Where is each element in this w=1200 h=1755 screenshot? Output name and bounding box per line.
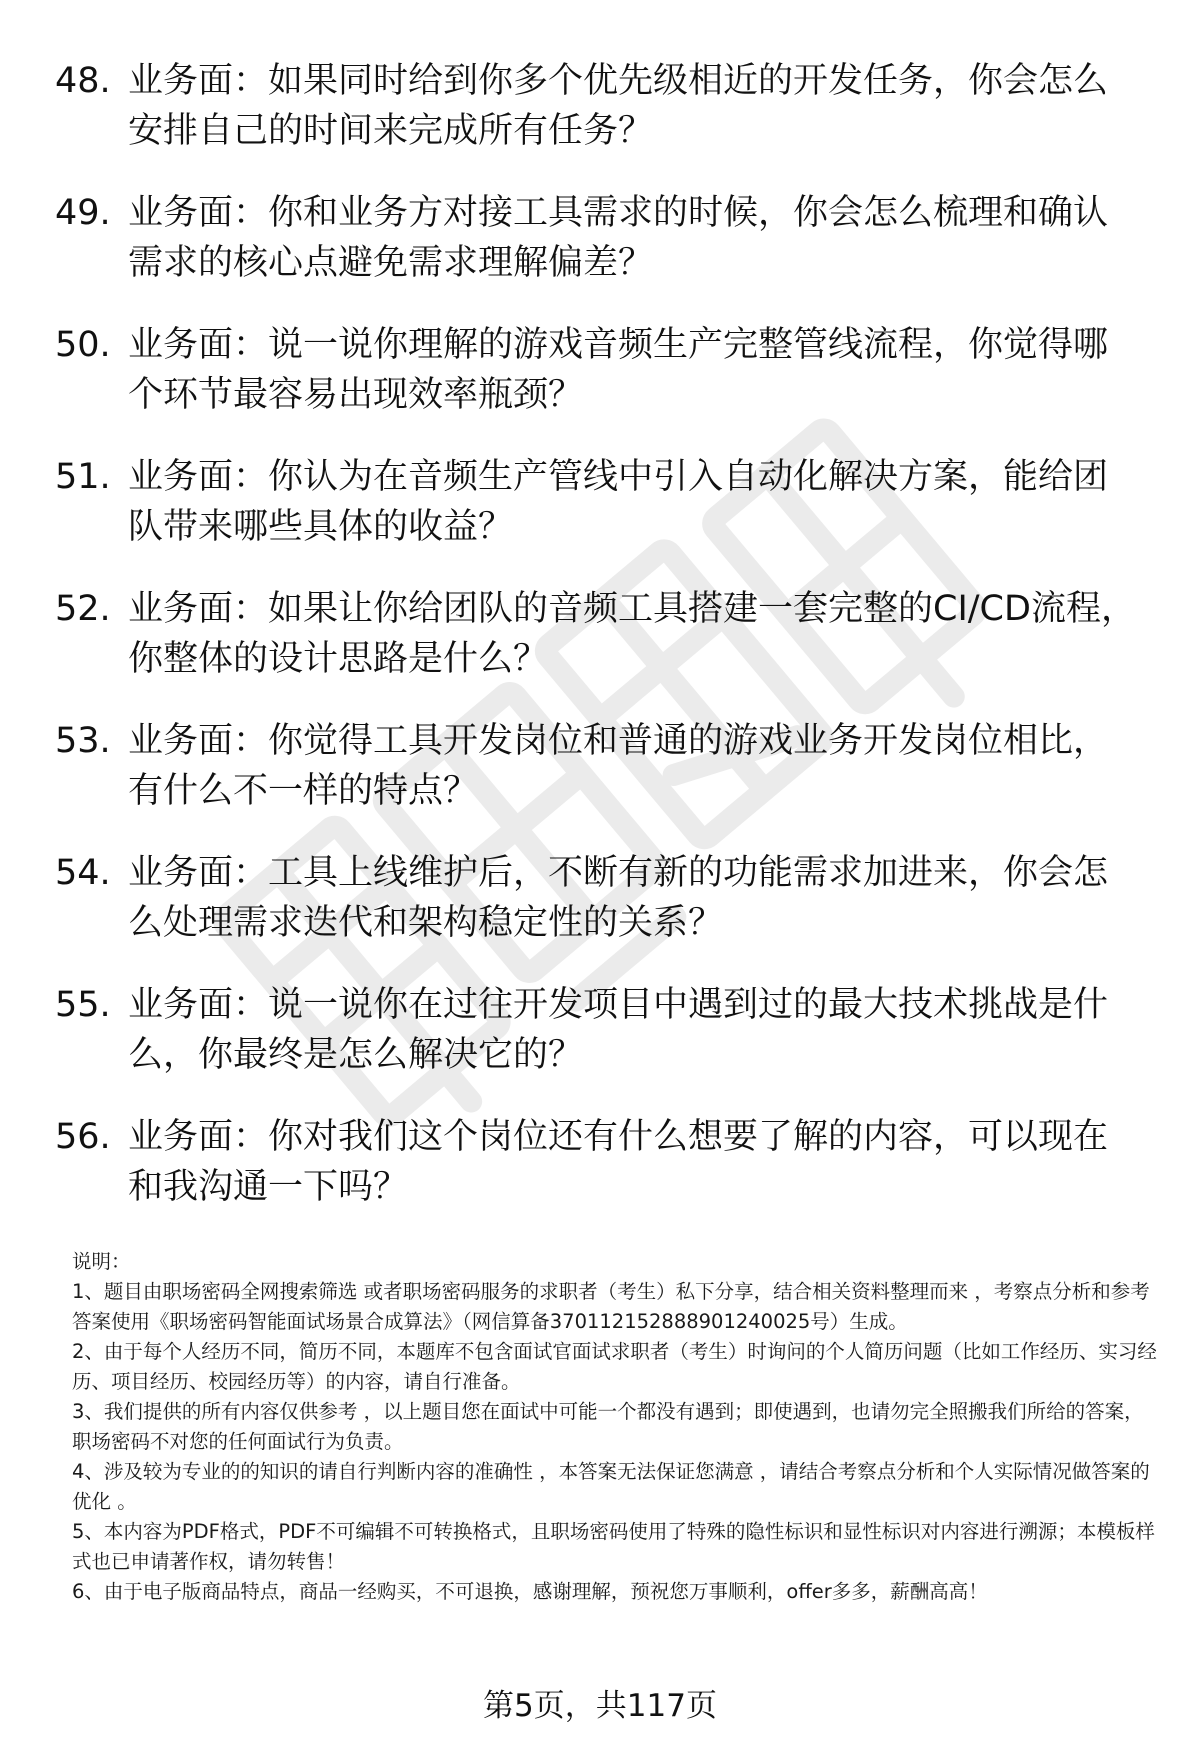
note-item: 2、由于每个人经历不同，简历不同，本题库不包含面试官面试求职者（考生）时询问的个人简历问题（比如工作经历、实习经历、项目经历、校园经历等）的内容，请自行准备。 [72,1340,1157,1393]
question-list [0,56,1200,1244]
question-text: 业务面：如果同时给到你多个优先级相近的开发任务，你会怎么安排自己的时间来完成所有任务？ [128,61,1109,151]
question-text: 业务面：你觉得工具开发岗位和普通的游戏业务开发岗位相比，有什么不一样的特点？ [128,721,1109,811]
note-item: 4、涉及较为专业的的知识的请自行判断内容的准确性 ，本答案无法保证您满意 ，请结合考察点分析和个人实际情况做答案的优化 。 [72,1460,1150,1513]
question-item [0,716,1200,848]
note-item: 5、本内容为PDF格式，PDF不可编辑不可转换格式，且职场密码使用了特殊的隐性标识和显性标识对内容进行溯源；本模板样式也已申请著作权，请勿转售！ [72,1520,1155,1573]
question-text: 业务面：如果让你给团队的音频工具搭建一套完整的CI/CD流程，你整体的设计思路是什么？ [128,589,1136,679]
question-text: 业务面：说一说你在过往开发项目中遇到过的最大技术挑战是什么，你最终是怎么解决它的？ [128,985,1109,1075]
note-item: 6、由于电子版商品特点，商品一经购买，不可退换，感谢理解，预祝您万事顺利，offer多多，薪酬高高！ [72,1580,988,1603]
question-number: 53. [55,721,111,761]
question-item [0,452,1200,584]
note-item: 3、我们提供的所有内容仅供参考 ，以上题目您在面试中可能一个都没有遇到；即使遇到，也请勿完全照搬我们所给的答案，职场密码不对您的任何面试行为负责。 [72,1400,1144,1453]
question-text: 业务面：说一说你理解的游戏音频生产完整管线流程，你觉得哪个环节最容易出现效率瓶颈？ [128,325,1109,415]
question-number: 54. [55,853,111,893]
question-text: 业务面：你认为在音频生产管线中引入自动化解决方案，能给团队带来哪些具体的收益？ [128,457,1109,547]
notes-section [72,1247,1162,1607]
question-item [0,188,1200,320]
question-text: 业务面：你对我们这个岗位还有什么想要了解的内容，可以现在和我沟通一下吗？ [128,1117,1109,1207]
question-item [0,980,1200,1112]
note-item: 1、题目由职场密码全网搜索筛选 或者职场密码服务的求职者（考生）私下分享，结合相关资料整理而来 ，考察点分析和参考答案使用《职场密码智能面试场景合成算法》（网信算备370112152888901240025号）生成。 [72,1280,1150,1333]
notes-heading: 说明： [72,1250,131,1273]
question-number: 55. [55,985,111,1025]
page-number: 第5页，共117页 [483,1688,717,1724]
question-item [0,1112,1200,1244]
question-text: 业务面：工具上线维护后，不断有新的功能需求加进来，你会怎么处理需求迭代和架构稳定性的关系？ [128,853,1109,943]
question-number: 49. [55,193,111,233]
question-number: 50. [55,325,111,365]
question-number: 51. [55,457,111,497]
question-item [0,584,1200,716]
question-item [0,320,1200,452]
question-text: 业务面：你和业务方对接工具需求的时候，你会怎么梳理和确认需求的核心点避免需求理解偏差？ [128,193,1109,283]
question-item [0,848,1200,980]
question-item [0,56,1200,188]
question-number: 48. [55,61,111,101]
question-number: 56. [55,1117,111,1157]
question-number: 52. [55,589,111,629]
